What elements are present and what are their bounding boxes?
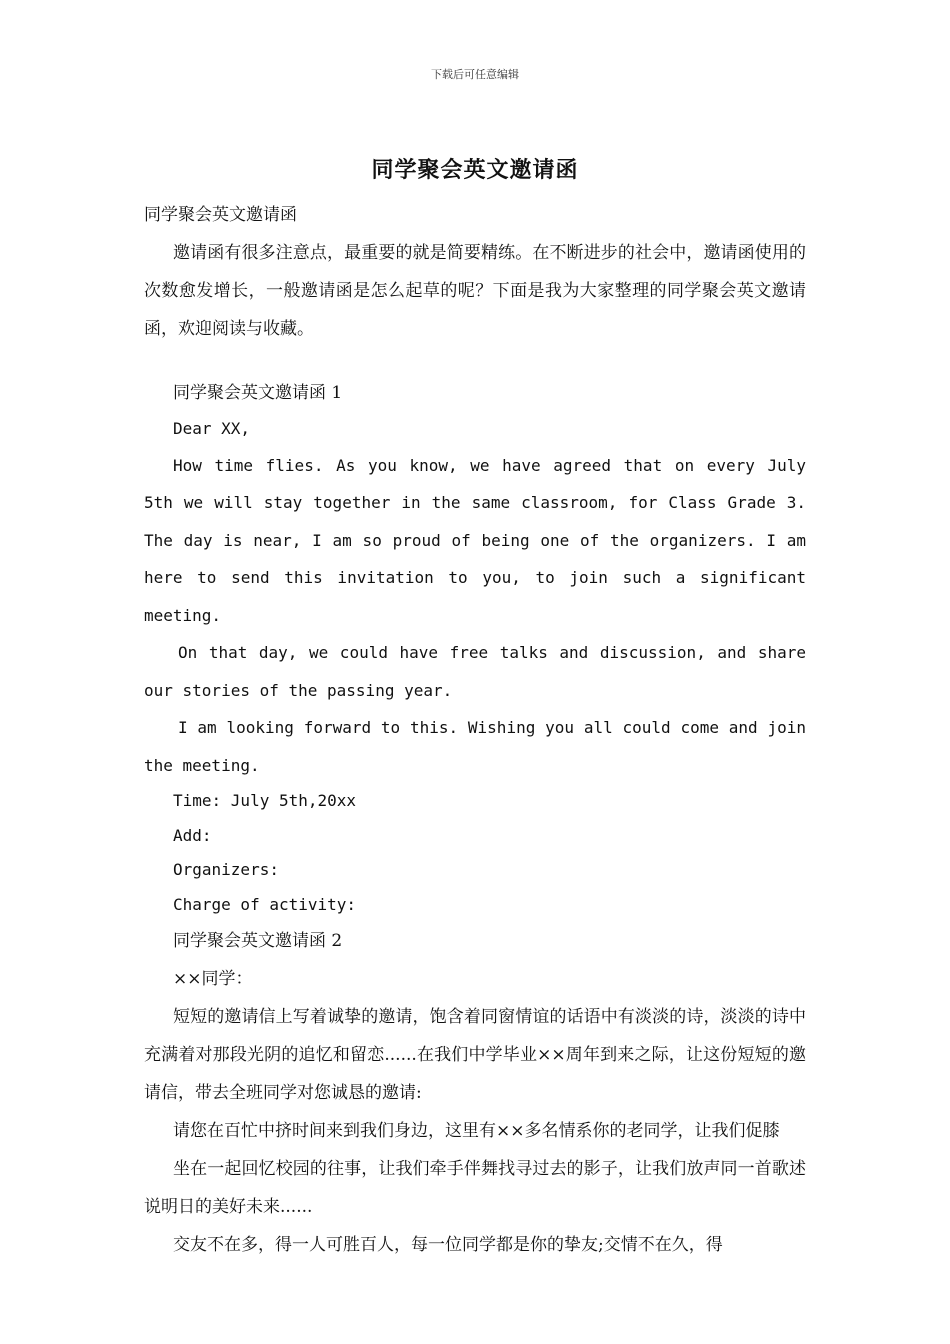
section1-charge: Charge of activity: (173, 894, 357, 914)
section1-paragraph-1: How time flies. As you know, we have agreed that on every July 5th we will stay together in the same classroom, for Class Grade 3. The day is near, I am so proud of being one of the organizers. I am here to send this invitation to you, to join such a significant meeting. (144, 455, 806, 625)
document-title: 同学聚会英文邀请函 (371, 157, 579, 183)
section2-heading: 同学聚会英文邀请函 2 (173, 931, 343, 951)
section1-organizers: Organizers: (173, 860, 279, 879)
intro-paragraph: 邀请函有很多注意点，最重要的就是简要精练。在不断进步的社会中，邀请函使用的次数愈发增长，一般邀请函是怎么起草的呢？下面是我为大家整理的同学聚会英文邀请函，欢迎阅读与收藏。 (144, 243, 806, 339)
section1-add: Add: (173, 825, 212, 845)
document-subtitle: 同学聚会英文邀请函 (144, 205, 297, 225)
section1-heading: 同学聚会英文邀请函 1 (173, 383, 343, 403)
section1-paragraph-2: On that day, we could have free talks and discussion, and share our stories of the passing year. (144, 643, 806, 700)
section2-paragraph-2: 请您在百忙中挤时间来到我们身边，这里有××多名情系你的老同学，让我们促膝 (173, 1121, 780, 1141)
section1-time: Time: July 5th,20xx (173, 791, 357, 810)
document-body (144, 196, 806, 1264)
section2-paragraph-1: 短短的邀请信上写着诚挚的邀请，饱含着同窗情谊的话语中有淡淡的诗，淡淡的诗中充满着对那段光阴的追忆和留恋......在我们中学毕业××周年到来之际，让这份短短的邀请信，带去全班同学对您诚恳的邀请: (144, 1007, 806, 1103)
paragraph-gap (144, 348, 806, 374)
section1-greeting: Dear XX, (173, 419, 251, 438)
section2-paragraph-3: 坐在一起回忆校园的往事，让我们牵手伴舞找寻过去的影子，让我们放声同一首歌述说明日的美好未来...... (144, 1159, 806, 1217)
section2-paragraph-4: 交友不在多，得一人可胜百人，每一位同学都是你的挚友;交情不在久，得 (173, 1235, 723, 1255)
header-note: 下载后可任意编辑 (431, 68, 519, 81)
section2-greeting: ××同学： (173, 969, 253, 989)
section1-paragraph-3: I am looking forward to this. Wishing you all could come and join the meeting. (144, 718, 806, 775)
